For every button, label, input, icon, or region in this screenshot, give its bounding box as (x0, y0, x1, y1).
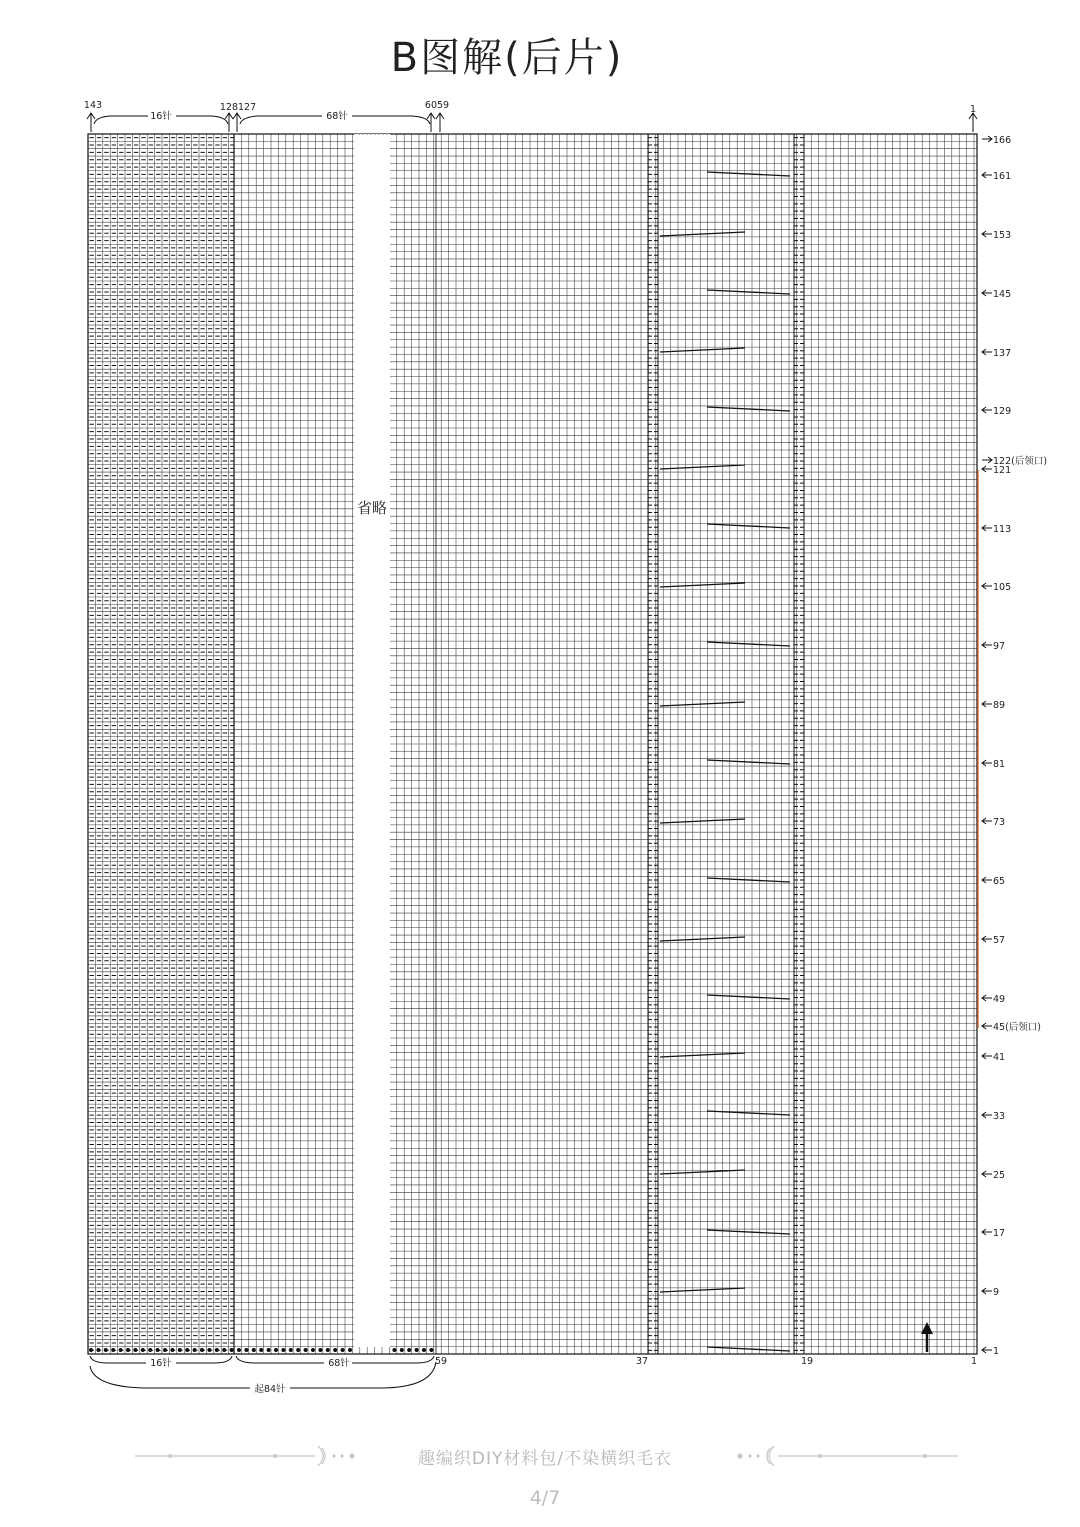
row-number-label: 166 (993, 135, 1012, 146)
row-number-label: 121 (993, 465, 1012, 476)
row-number-label: 97 (993, 641, 1006, 652)
cast-on-stitch-icon (415, 1348, 419, 1352)
row-number-label: 41 (993, 1052, 1006, 1063)
cast-on-stitch-icon (400, 1348, 404, 1352)
row-number-label: 145 (993, 289, 1012, 300)
short-row-line (707, 172, 790, 176)
cast-on-stitch-icon (244, 1348, 248, 1352)
cast-on-stitch-icon (318, 1348, 322, 1352)
cast-on-stitch-icon (111, 1348, 115, 1352)
label-stitch-1: 1 (969, 104, 977, 115)
row-number-label: 153 (993, 230, 1012, 241)
cast-on-stitch-icon (281, 1348, 285, 1352)
row-number-label: 137 (993, 348, 1012, 359)
cast-on-stitch-icon (237, 1348, 241, 1352)
cast-on-stitch-icon (326, 1348, 330, 1352)
short-row-line (707, 524, 790, 528)
cast-on-stitch-icon (141, 1348, 145, 1352)
row-number-label: 81 (993, 759, 1006, 770)
cast-on-stitch-icon (392, 1348, 396, 1352)
cast-on-stitch-icon (274, 1348, 278, 1352)
short-row-line (707, 642, 790, 646)
cast-on-stitch-icon (348, 1348, 352, 1352)
label-span-68-top: 68针 (326, 111, 348, 122)
cast-on-stitch-icon (89, 1348, 93, 1352)
cast-on-stitch-icon (193, 1348, 197, 1352)
cast-on-stitch-icon (163, 1348, 167, 1352)
cast-on-stitch-icon (422, 1348, 426, 1352)
cast-on-stitch-icon (185, 1348, 189, 1352)
cast-on-stitch-icon (178, 1348, 182, 1352)
cast-on-stitch-icon (119, 1348, 123, 1352)
page-number: 4/7 (529, 1487, 561, 1509)
cast-on-stitch-icon (215, 1348, 219, 1352)
cast-on-stitch-icon (96, 1348, 100, 1352)
short-row-line (660, 702, 745, 706)
row-number-label: 122(后领口) (993, 456, 1048, 467)
cast-on-stitch-icon (200, 1348, 204, 1352)
short-row-line (660, 937, 745, 941)
ribbing-grid (88, 134, 234, 1354)
short-row-line (707, 1230, 790, 1234)
row-number-label: 161 (993, 171, 1012, 182)
cast-on-stitch-icon (296, 1348, 300, 1352)
cast-on-stitch-icon (311, 1348, 315, 1352)
short-row-line (707, 760, 790, 764)
label-span-68-bottom: 68针 (328, 1358, 350, 1369)
label-stitch-60-59: 6059 (424, 100, 450, 111)
row-number-label: 45(后领口) (993, 1022, 1042, 1033)
short-row-line (707, 878, 790, 882)
footer-ornament-right-icon (730, 1440, 970, 1472)
row-number-label: 1 (993, 1346, 1000, 1357)
cast-on-stitch-icon (341, 1348, 345, 1352)
label-col-37: 37 (635, 1356, 649, 1367)
label-stitch-128-127: 128127 (219, 102, 257, 113)
cast-on-stitch-icon (267, 1348, 271, 1352)
label-span-16-bottom: 16针 (150, 1358, 172, 1369)
label-stitch-143: 143 (83, 100, 103, 111)
short-row-line (660, 348, 745, 352)
row-number-label: 33 (993, 1111, 1006, 1122)
footer-ornament-left-icon (130, 1440, 370, 1472)
row-number-label: 49 (993, 994, 1006, 1005)
row-number-label: 65 (993, 876, 1006, 887)
page-title: B图解(后片) (390, 35, 624, 81)
short-row-line (660, 465, 745, 469)
label-cast-on: 起84针 (254, 1384, 286, 1395)
row-number-label: 129 (993, 406, 1012, 417)
cast-on-stitch-icon (429, 1348, 433, 1352)
cast-on-stitch-icon (304, 1348, 308, 1352)
label-col-1: 1 (970, 1356, 978, 1367)
cast-on-stitch-icon (156, 1348, 160, 1352)
cast-on-stitch-icon (289, 1348, 293, 1352)
row-number-label: 113 (993, 524, 1012, 535)
row-number-label: 9 (993, 1287, 1000, 1298)
short-row-line (660, 1288, 745, 1292)
row-number-label: 57 (993, 935, 1006, 946)
cast-on-stitch-icon (252, 1348, 256, 1352)
label-col-19: 19 (800, 1356, 814, 1367)
knitting-direction-arrow-icon (921, 1322, 933, 1352)
short-row-line (660, 583, 745, 587)
row-number-label: 17 (993, 1228, 1006, 1239)
row-number-label: 89 (993, 700, 1006, 711)
cast-on-stitch-icon (104, 1348, 108, 1352)
cast-on-stitch-icon (259, 1348, 263, 1352)
short-row-line (660, 232, 745, 236)
label-col-59: 59 (434, 1356, 448, 1367)
omitted-strip (354, 134, 390, 1347)
row-number-label: 25 (993, 1170, 1006, 1181)
stitch-grid (234, 134, 977, 1354)
row-number-label: 105 (993, 582, 1012, 593)
row-number-label: 73 (993, 817, 1006, 828)
cast-on-stitch-icon (230, 1348, 234, 1352)
short-row-line (707, 407, 790, 411)
cast-on-stitch-icon (407, 1348, 411, 1352)
cast-on-stitch-icon (333, 1348, 337, 1352)
cast-on-stitch-icon (148, 1348, 152, 1352)
short-row-line (660, 819, 745, 823)
short-row-line (707, 1347, 790, 1351)
footer-text: 趣编织DIY材料包/不染横织毛衣 (417, 1449, 673, 1469)
cast-on-stitch-icon (207, 1348, 211, 1352)
cast-on-stitch-icon (133, 1348, 137, 1352)
short-row-line (707, 995, 790, 999)
label-span-16-top: 16针 (150, 111, 172, 122)
short-row-line (707, 290, 790, 294)
cast-on-stitch-icon (170, 1348, 174, 1352)
omitted-label: 省略 (356, 499, 388, 517)
short-row-line (660, 1053, 745, 1057)
cast-on-stitch-icon (126, 1348, 130, 1352)
short-row-line (660, 1170, 745, 1174)
cast-on-stitch-icon (222, 1348, 226, 1352)
